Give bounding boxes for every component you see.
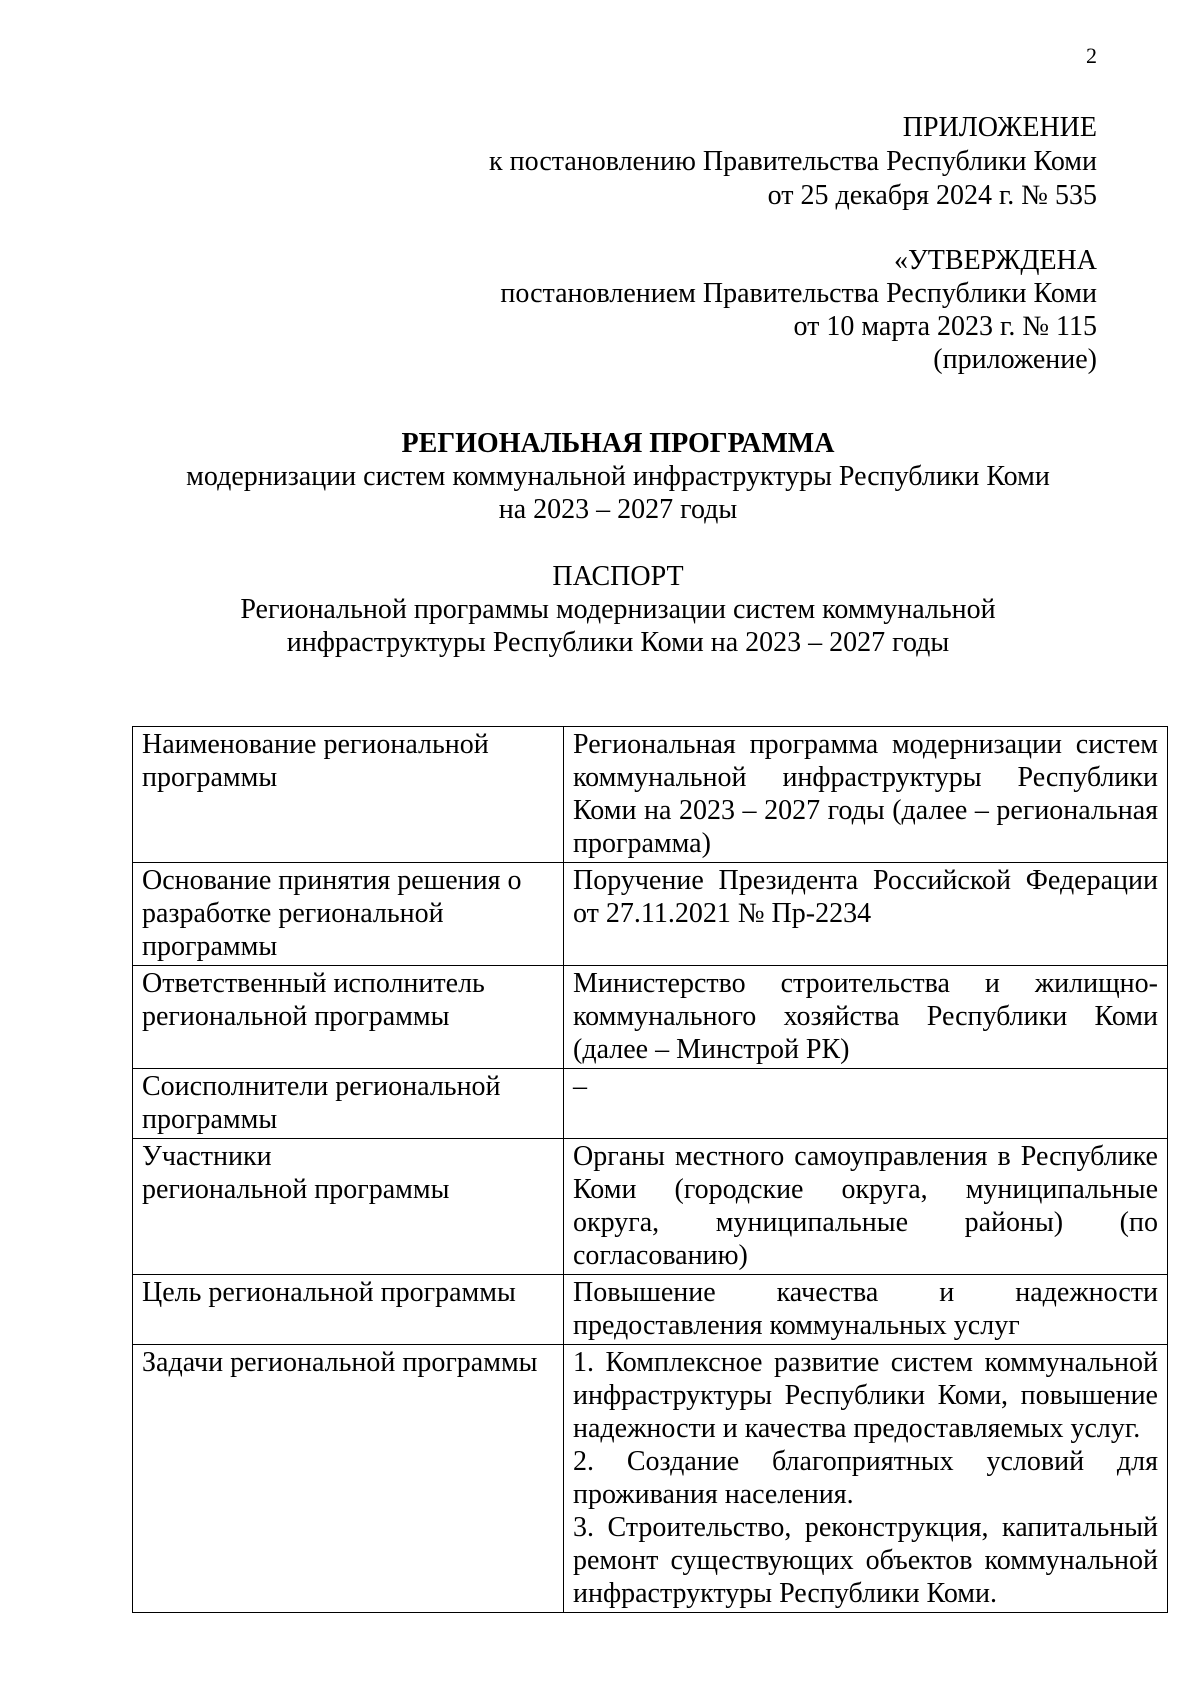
passport-title: ПАСПОРТ xyxy=(552,561,684,592)
passport-subtitle-line1: Региональной программы модернизации систем коммунальной xyxy=(240,594,996,625)
row-label-goal: Цель региональной программы xyxy=(133,1275,564,1345)
program-subtitle-line1: модернизации систем коммунальной инфраструктуры Республики Коми xyxy=(186,461,1050,492)
appendix-date: от 25 декабря 2024 г. № 535 xyxy=(767,180,1097,211)
passport-heading xyxy=(0,560,1200,659)
row-label-co-executors: Соисполнители региональной программы xyxy=(133,1069,564,1139)
row-label-participants-line1: Участники xyxy=(142,1141,272,1172)
row-value-goal: Повышение качества и надежности предоставления коммунальных услуг xyxy=(564,1275,1168,1345)
page-number: 2 xyxy=(1086,43,1097,68)
approval-date: от 10 марта 2023 г. № 115 xyxy=(793,311,1097,342)
table-row xyxy=(133,1139,1168,1275)
row-value-decision-basis: Поручение Президента Российской Федерации от 27.11.2021 № Пр-2234 xyxy=(564,863,1168,966)
row-value-co-executors: – xyxy=(564,1069,1168,1139)
table-row xyxy=(133,1345,1168,1613)
approval-reference: постановлением Правительства Республики Коми xyxy=(500,278,1097,309)
row-label-program-name: Наименование региональной программы xyxy=(133,727,564,863)
row-value-tasks xyxy=(564,1345,1168,1613)
program-heading xyxy=(0,427,1200,526)
row-label-responsible-executor: Ответственный исполнитель региональной программы xyxy=(133,966,564,1069)
program-subtitle-line2: на 2023 – 2027 годы xyxy=(498,494,738,525)
appendix-title: ПРИЛОЖЕНИЕ xyxy=(902,112,1097,143)
row-value-program-name: Региональная программа модернизации систем коммунальной инфраструктуры Республики Коми на 2023 – 2027 годы (далее – региональная программа) xyxy=(564,727,1168,863)
table-row xyxy=(133,966,1168,1069)
table-row xyxy=(133,1069,1168,1139)
row-label-decision-basis: Основание принятия решения о разработке региональной программы xyxy=(133,863,564,966)
row-value-participants: Органы местного самоуправления в Республике Коми (городские округа, муниципальные округа, муниципальные районы) (по согласованию) xyxy=(564,1139,1168,1275)
appendix-block xyxy=(489,111,1097,213)
row-label-participants-line2: региональной программы xyxy=(142,1174,450,1205)
row-label-tasks: Задачи региональной программы xyxy=(133,1345,564,1613)
passport-table xyxy=(132,726,1168,1613)
program-title: РЕГИОНАЛЬНАЯ ПРОГРАММА xyxy=(401,428,835,459)
appendix-reference: к постановлению Правительства Республики Коми xyxy=(489,146,1097,177)
passport-subtitle-line2: инфраструктуры Республики Коми на 2023 – 2027 годы xyxy=(286,627,950,658)
approval-block xyxy=(500,244,1097,376)
row-label-participants xyxy=(133,1139,564,1275)
approval-title: «УТВЕРЖДЕНА xyxy=(893,245,1097,276)
row-value-responsible-executor: Министерство строительства и жилищно-коммунального хозяйства Республики Коми (далее – Минстрой РК) xyxy=(564,966,1168,1069)
table-row xyxy=(133,1275,1168,1345)
table-row xyxy=(133,863,1168,966)
task-item-3: 3. Строительство, реконструкция, капитальный ремонт существующих объектов коммунальной инфраструктуры Республики Коми. xyxy=(573,1512,1158,1609)
task-item-2: 2. Создание благоприятных условий для проживания населения. xyxy=(573,1446,1158,1510)
approval-note: (приложение) xyxy=(933,344,1097,375)
task-item-1: 1. Комплексное развитие систем коммунальной инфраструктуры Республики Коми, повышение надежности и качества предоставляемых услуг. xyxy=(573,1347,1158,1444)
table-row xyxy=(133,727,1168,863)
